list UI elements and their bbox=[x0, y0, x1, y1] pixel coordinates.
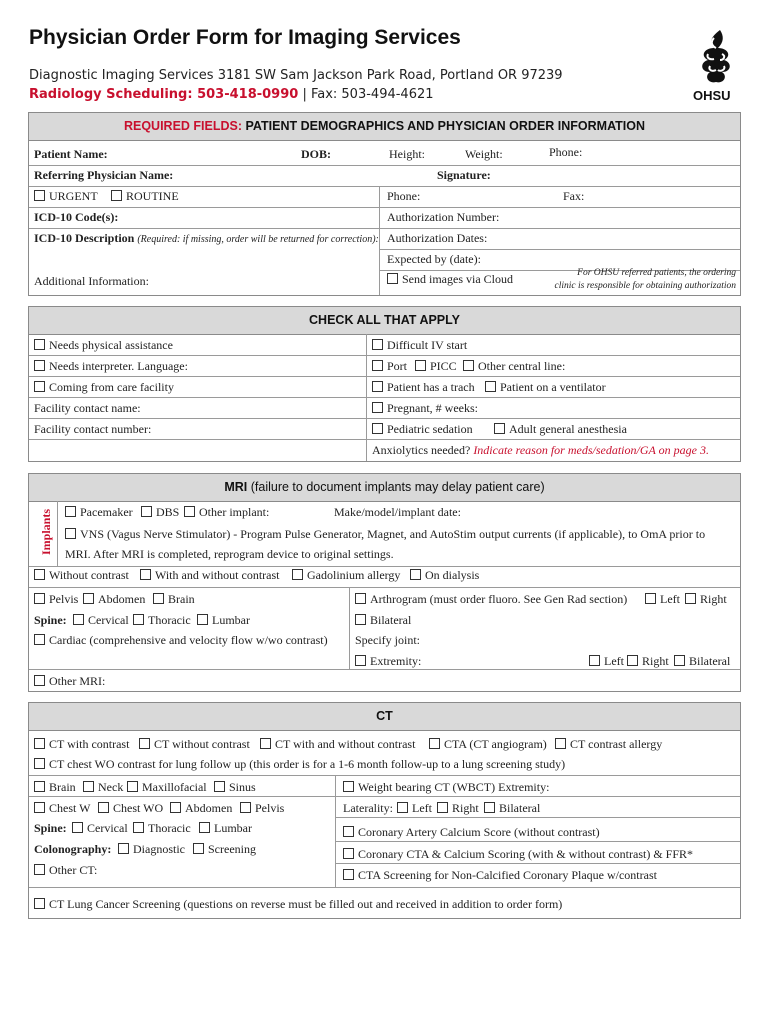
calcium-score-checkbox[interactable] bbox=[343, 825, 600, 840]
on-dialysis-checkbox[interactable] bbox=[410, 568, 479, 583]
checkbox-icon bbox=[685, 593, 696, 604]
lung-cancer-screening-checkbox[interactable] bbox=[34, 897, 562, 912]
demographics-title: PATIENT DEMOGRAPHICS AND PHYSICIAN ORDER INFORMATION bbox=[242, 119, 646, 133]
checkbox-icon bbox=[214, 781, 225, 792]
checkbox-icon bbox=[485, 381, 496, 392]
mri-brain-checkbox[interactable] bbox=[153, 592, 195, 607]
ct-brain-checkbox[interactable] bbox=[34, 780, 76, 795]
extremity-left-checkbox[interactable] bbox=[589, 654, 624, 669]
checkbox-icon bbox=[170, 802, 181, 813]
mri-without-contrast-checkbox[interactable] bbox=[34, 568, 129, 583]
ventilator-checkbox[interactable] bbox=[485, 380, 606, 395]
ct-without-contrast-label: CT without contrast bbox=[154, 737, 250, 751]
needs-interpreter-label: Needs interpreter. Language: bbox=[49, 359, 188, 373]
arthrogram-label: Arthrogram (must order fluoro. See Gen Rad section) bbox=[370, 592, 628, 606]
cta-calcium-checkbox[interactable] bbox=[343, 847, 693, 862]
ct-abdomen-checkbox[interactable] bbox=[170, 801, 232, 816]
colonography-screening-label: Screening bbox=[208, 842, 256, 856]
mri-spine-label: Spine: bbox=[34, 613, 67, 627]
colonography-diagnostic-label: Diagnostic bbox=[133, 842, 185, 856]
checkbox-icon bbox=[34, 781, 45, 792]
laterality-bilateral-checkbox[interactable] bbox=[484, 801, 540, 816]
ct-chest-lung-followup-checkbox[interactable] bbox=[34, 757, 565, 772]
ct-with-contrast-label: CT with contrast bbox=[49, 737, 130, 751]
weight-field[interactable]: Weight: bbox=[465, 147, 503, 161]
signature-field[interactable]: Signature: bbox=[437, 168, 491, 182]
checkbox-icon bbox=[133, 614, 144, 625]
checkbox-icon bbox=[34, 339, 45, 350]
vns-checkbox[interactable] bbox=[65, 527, 705, 542]
mri-cardiac-label: Cardiac (comprehensive and velocity flow w/wo contrast) bbox=[49, 633, 328, 647]
checkbox-icon bbox=[589, 655, 600, 666]
ct-with-without-label: CT with and without contrast bbox=[275, 737, 416, 751]
mri-abdomen-label: Abdomen bbox=[98, 592, 146, 606]
extremity-left-label: Left bbox=[604, 654, 624, 668]
make-model-field[interactable]: Make/model/implant date: bbox=[334, 505, 461, 519]
cta-calcium-label: Coronary CTA & Calcium Scoring (with & without contrast) & FFR* bbox=[358, 847, 694, 861]
extremity-right-label: Right bbox=[642, 654, 669, 668]
mri-pelvis-checkbox[interactable] bbox=[34, 592, 78, 607]
referring-physician-field[interactable]: Referring Physician Name: bbox=[34, 168, 174, 182]
needs-interpreter-checkbox[interactable] bbox=[34, 359, 188, 374]
picc-label: PICC bbox=[430, 359, 457, 373]
check-all-section bbox=[28, 306, 741, 462]
icd10-description-note: (Required: if missing, order will be returned for correction): bbox=[137, 234, 379, 245]
laterality-right-label: Right bbox=[452, 801, 479, 815]
needs-assistance-label: Needs physical assistance bbox=[49, 338, 173, 352]
dbs-checkbox[interactable] bbox=[141, 505, 179, 520]
checkbox-icon bbox=[372, 360, 383, 371]
phone-field[interactable]: Phone: bbox=[549, 145, 583, 159]
checkbox-icon bbox=[343, 848, 354, 859]
care-facility-checkbox[interactable] bbox=[34, 380, 174, 395]
other-implant-checkbox[interactable] bbox=[184, 505, 269, 520]
checkbox-icon bbox=[34, 593, 45, 604]
extremity-bilateral-checkbox[interactable] bbox=[674, 654, 730, 669]
laterality-label: Laterality: bbox=[343, 801, 393, 815]
demographics-section bbox=[28, 112, 741, 296]
picc-checkbox[interactable] bbox=[415, 359, 457, 374]
mri-with-without-checkbox[interactable] bbox=[140, 568, 280, 583]
cta-label: CTA (CT angiogram) bbox=[444, 737, 547, 751]
colonography-diagnostic-checkbox[interactable] bbox=[118, 842, 185, 857]
trach-label: Patient has a trach bbox=[387, 380, 475, 394]
ct-contrast-allergy-checkbox[interactable] bbox=[555, 737, 662, 752]
checkbox-icon bbox=[387, 273, 398, 284]
checkbox-icon bbox=[73, 614, 84, 625]
implants-vertical-label: Implants bbox=[39, 508, 53, 555]
arthrogram-right-checkbox[interactable] bbox=[685, 592, 727, 607]
ct-thoracic-checkbox[interactable] bbox=[133, 821, 191, 836]
care-facility-label: Coming from care facility bbox=[49, 380, 174, 394]
dbs-label: DBS bbox=[156, 505, 180, 519]
checkbox-icon bbox=[34, 898, 45, 909]
mri-brain-label: Brain bbox=[168, 592, 195, 606]
pediatric-sedation-checkbox[interactable] bbox=[372, 422, 473, 437]
gadolinium-allergy-label: Gadolinium allergy bbox=[307, 568, 401, 582]
ct-lumbar-checkbox[interactable] bbox=[199, 821, 252, 836]
additional-info-field[interactable]: Additional Information: bbox=[34, 274, 149, 288]
checkbox-icon bbox=[343, 781, 354, 792]
checkbox-icon bbox=[292, 569, 303, 580]
checkbox-icon bbox=[83, 781, 94, 792]
checkbox-icon bbox=[184, 506, 195, 517]
mri-abdomen-checkbox[interactable] bbox=[83, 592, 145, 607]
urgent-checkbox[interactable] bbox=[34, 189, 98, 204]
facility-contact-number-field[interactable]: Facility contact number: bbox=[34, 422, 152, 436]
checkbox-icon bbox=[139, 738, 150, 749]
physician-fax-field[interactable]: Fax: bbox=[563, 189, 585, 203]
checkbox-icon bbox=[410, 569, 421, 580]
expected-by-field[interactable]: Expected by (date): bbox=[387, 252, 481, 266]
ct-sinus-label: Sinus bbox=[229, 780, 256, 794]
ct-neck-checkbox[interactable] bbox=[83, 780, 123, 795]
other-implant-label: Other implant: bbox=[199, 505, 270, 519]
send-cloud-checkbox[interactable] bbox=[387, 272, 513, 287]
extremity-right-checkbox[interactable] bbox=[627, 654, 669, 669]
other-ct-checkbox[interactable] bbox=[34, 863, 97, 878]
ct-lumbar-label: Lumbar bbox=[214, 821, 252, 835]
icd10-codes-field[interactable]: ICD-10 Code(s): bbox=[34, 210, 119, 224]
dob-field[interactable]: DOB: bbox=[301, 147, 331, 161]
checkbox-icon bbox=[98, 802, 109, 813]
laterality-bilateral-label: Bilateral bbox=[499, 801, 541, 815]
ct-title: CT bbox=[376, 709, 393, 723]
checkbox-icon bbox=[72, 822, 83, 833]
ct-thoracic-label: Thoracic bbox=[148, 821, 191, 835]
anxiolytics-field[interactable] bbox=[372, 443, 709, 458]
arthrogram-bilateral-label: Bilateral bbox=[370, 613, 412, 627]
other-mri-checkbox[interactable] bbox=[34, 674, 105, 689]
mri-thoracic-label: Thoracic bbox=[148, 613, 191, 627]
ct-sinus-checkbox[interactable] bbox=[214, 780, 256, 795]
checkbox-icon bbox=[197, 614, 208, 625]
ct-chest-w-label: Chest W bbox=[49, 801, 91, 815]
checkbox-icon bbox=[111, 190, 122, 201]
ct-maxillofacial-label: Maxillofacial bbox=[142, 780, 207, 794]
mri-pelvis-label: Pelvis bbox=[49, 592, 79, 606]
icd10-description-label: ICD-10 Description bbox=[34, 231, 135, 245]
checkbox-icon bbox=[34, 381, 45, 392]
mri-title: MRI bbox=[224, 480, 248, 494]
ct-without-contrast-checkbox[interactable] bbox=[139, 737, 250, 752]
patient-name-field[interactable]: Patient Name: bbox=[34, 147, 108, 161]
mri-header bbox=[29, 474, 740, 502]
checkbox-icon bbox=[343, 826, 354, 837]
mri-lumbar-label: Lumbar bbox=[212, 613, 250, 627]
ct-abdomen-label: Abdomen bbox=[185, 801, 233, 815]
anxiolytics-note: Indicate reason for meds/sedation/GA on page 3. bbox=[473, 443, 709, 457]
general-anesthesia-checkbox[interactable] bbox=[494, 422, 627, 437]
ohsu-note-line1: For OHSU referred patients, the ordering bbox=[577, 268, 736, 278]
wbct-checkbox[interactable] bbox=[343, 780, 549, 795]
checkbox-icon bbox=[645, 593, 656, 604]
checkbox-icon bbox=[193, 843, 204, 854]
checkbox-icon bbox=[133, 822, 144, 833]
mri-section bbox=[28, 473, 741, 692]
extremity-bilateral-label: Bilateral bbox=[689, 654, 731, 668]
ct-cervical-checkbox[interactable] bbox=[72, 821, 128, 836]
mri-subtitle: (failure to document implants may delay patient care) bbox=[247, 480, 545, 494]
checkbox-icon bbox=[372, 402, 383, 413]
checkbox-icon bbox=[429, 738, 440, 749]
checkbox-icon bbox=[484, 802, 495, 813]
cta-screening-checkbox[interactable] bbox=[343, 868, 657, 883]
page-title: Physician Order Form for Imaging Services bbox=[29, 26, 461, 49]
checkbox-icon bbox=[372, 423, 383, 434]
checkbox-icon bbox=[343, 869, 354, 880]
other-central-line-label: Other central line: bbox=[478, 359, 566, 373]
arthrogram-left-label: Left bbox=[660, 592, 680, 606]
ct-header bbox=[29, 703, 740, 731]
checkbox-icon bbox=[34, 634, 45, 645]
laterality-left-label: Left bbox=[412, 801, 432, 815]
port-checkbox[interactable] bbox=[372, 359, 407, 374]
scheduling-line bbox=[29, 87, 434, 102]
trach-checkbox[interactable] bbox=[372, 380, 475, 395]
checkbox-icon bbox=[118, 843, 129, 854]
mri-cardiac-checkbox[interactable] bbox=[34, 633, 328, 648]
wbct-label: Weight bearing CT (WBCT) Extremity: bbox=[358, 780, 550, 794]
ct-pelvis-label: Pelvis bbox=[255, 801, 285, 815]
checkbox-icon bbox=[372, 339, 383, 350]
arthrogram-checkbox[interactable] bbox=[355, 592, 627, 607]
extremity-checkbox[interactable] bbox=[355, 654, 421, 669]
routine-label: ROUTINE bbox=[126, 189, 179, 203]
pacemaker-checkbox[interactable] bbox=[65, 505, 133, 520]
pediatric-sedation-label: Pediatric sedation bbox=[387, 422, 473, 436]
checkbox-icon bbox=[437, 802, 448, 813]
checkbox-icon bbox=[34, 802, 45, 813]
ct-spine-label: Spine: bbox=[34, 821, 67, 835]
checkbox-icon bbox=[34, 738, 45, 749]
checkbox-icon bbox=[240, 802, 251, 813]
checkbox-icon bbox=[34, 675, 45, 686]
checkbox-icon bbox=[34, 864, 45, 875]
checkbox-icon bbox=[34, 190, 45, 201]
ct-chest-lung-followup-label: CT chest WO contrast for lung follow up (this order is for a 1-6 month follow-up to a lung screening study) bbox=[49, 757, 566, 771]
ct-with-without-checkbox[interactable] bbox=[260, 737, 415, 752]
checkbox-icon bbox=[34, 758, 45, 769]
checkbox-icon bbox=[627, 655, 638, 666]
checkbox-icon bbox=[199, 822, 210, 833]
ct-chest-wo-checkbox[interactable] bbox=[98, 801, 163, 816]
auth-dates-field[interactable]: Authorization Dates: bbox=[387, 231, 488, 245]
laterality-right-checkbox[interactable] bbox=[437, 801, 479, 816]
routine-checkbox[interactable] bbox=[111, 189, 179, 204]
facility-contact-name-field[interactable]: Facility contact name: bbox=[34, 401, 141, 415]
checkbox-icon bbox=[355, 655, 366, 666]
difficult-iv-checkbox[interactable] bbox=[372, 338, 467, 353]
logo-text: OHSU bbox=[693, 88, 731, 103]
calcium-score-label: Coronary Artery Calcium Score (without contrast) bbox=[358, 825, 600, 839]
checkbox-icon bbox=[463, 360, 474, 371]
mri-cervical-checkbox[interactable] bbox=[73, 613, 129, 628]
specify-joint-field[interactable]: Specify joint: bbox=[355, 633, 420, 647]
height-field[interactable]: Height: bbox=[389, 147, 425, 161]
pacemaker-label: Pacemaker bbox=[80, 505, 133, 519]
checkbox-icon bbox=[674, 655, 685, 666]
cta-screening-label: CTA Screening for Non-Calcified Coronary Plaque w/contrast bbox=[358, 868, 657, 882]
pregnant-label: Pregnant, # weeks: bbox=[387, 401, 478, 415]
ct-cervical-label: Cervical bbox=[87, 821, 128, 835]
checkbox-icon bbox=[415, 360, 426, 371]
checkbox-icon bbox=[153, 593, 164, 604]
checkbox-icon bbox=[555, 738, 566, 749]
needs-assistance-checkbox[interactable] bbox=[34, 338, 173, 353]
general-anesthesia-label: Adult general anesthesia bbox=[509, 422, 627, 436]
checkbox-icon bbox=[355, 593, 366, 604]
ct-contrast-allergy-label: CT contrast allergy bbox=[570, 737, 663, 751]
checkbox-icon bbox=[141, 506, 152, 517]
ct-pelvis-checkbox[interactable] bbox=[240, 801, 284, 816]
checkbox-icon bbox=[34, 569, 45, 580]
anxiolytics-label: Anxiolytics needed? bbox=[372, 443, 471, 457]
difficult-iv-label: Difficult IV start bbox=[387, 338, 468, 352]
mri-thoracic-checkbox[interactable] bbox=[133, 613, 191, 628]
arthrogram-left-checkbox[interactable] bbox=[645, 592, 680, 607]
scheduling-phone: Radiology Scheduling: 503-418-0990 bbox=[29, 87, 299, 102]
demographics-header bbox=[29, 113, 740, 141]
checkbox-icon bbox=[397, 802, 408, 813]
on-dialysis-label: On dialysis bbox=[425, 568, 480, 582]
icd10-description-field[interactable] bbox=[34, 231, 379, 246]
ohsu-note-line2: clinic is responsible for obtaining authorization bbox=[554, 281, 736, 291]
checkbox-icon bbox=[65, 506, 76, 517]
ct-with-contrast-checkbox[interactable] bbox=[34, 737, 129, 752]
ct-section bbox=[28, 702, 741, 919]
send-cloud-label: Send images via Cloud bbox=[402, 272, 513, 286]
required-label: REQUIRED FIELDS: bbox=[123, 119, 243, 133]
colonography-label: Colonography: bbox=[34, 842, 112, 856]
physician-phone-field[interactable]: Phone: bbox=[387, 189, 421, 203]
checkbox-icon bbox=[260, 738, 271, 749]
ct-chest-w-checkbox[interactable] bbox=[34, 801, 90, 816]
checkbox-icon bbox=[65, 528, 76, 539]
extremity-label: Extremity: bbox=[370, 654, 422, 668]
mri-without-contrast-label: Without contrast bbox=[49, 568, 129, 582]
pregnant-checkbox[interactable] bbox=[372, 401, 478, 416]
check-all-header bbox=[29, 307, 740, 335]
urgent-label: URGENT bbox=[49, 189, 98, 203]
laterality-left-checkbox[interactable] bbox=[397, 801, 432, 816]
checkbox-icon bbox=[127, 781, 138, 792]
lung-cancer-screening-label: CT Lung Cancer Screening (questions on reverse must be filled out and received in addition to order form) bbox=[49, 897, 563, 911]
mri-lumbar-checkbox[interactable] bbox=[197, 613, 250, 628]
auth-number-field[interactable]: Authorization Number: bbox=[387, 210, 500, 224]
ventilator-label: Patient on a ventilator bbox=[500, 380, 606, 394]
vns-label: VNS (Vagus Nerve Stimulator) - Program Pulse Generator, Magnet, and AutoStim output currents (if applicable), to OmA prior to bbox=[80, 527, 706, 541]
port-label: Port bbox=[387, 359, 408, 373]
checkbox-icon bbox=[372, 381, 383, 392]
mri-with-without-label: With and without contrast bbox=[155, 568, 280, 582]
address-line: Diagnostic Imaging Services 3181 SW Sam Jackson Park Road, Portland OR 97239 bbox=[29, 68, 563, 83]
checkbox-icon bbox=[355, 614, 366, 625]
checkbox-icon bbox=[83, 593, 94, 604]
vns-note: MRI. After MRI is completed, reprogram device to original settings. bbox=[65, 547, 394, 561]
check-all-title: CHECK ALL THAT APPLY bbox=[309, 313, 460, 327]
ct-neck-label: Neck bbox=[98, 780, 124, 794]
checkbox-icon bbox=[494, 423, 505, 434]
cta-checkbox[interactable] bbox=[429, 737, 547, 752]
ct-maxillofacial-checkbox[interactable] bbox=[127, 780, 207, 795]
other-central-line-checkbox[interactable] bbox=[463, 359, 565, 374]
other-mri-label: Other MRI: bbox=[49, 674, 106, 688]
colonography-screening-checkbox[interactable] bbox=[193, 842, 256, 857]
gadolinium-allergy-checkbox[interactable] bbox=[292, 568, 400, 583]
ct-brain-label: Brain bbox=[49, 780, 76, 794]
checkbox-icon bbox=[140, 569, 151, 580]
checkbox-icon bbox=[34, 360, 45, 371]
other-ct-label: Other CT: bbox=[49, 863, 98, 877]
mri-cervical-label: Cervical bbox=[88, 613, 129, 627]
ct-chest-wo-label: Chest WO bbox=[113, 801, 164, 815]
fax-number: | Fax: 503-494-4621 bbox=[298, 87, 434, 102]
arthrogram-right-label: Right bbox=[700, 592, 727, 606]
arthrogram-bilateral-checkbox[interactable] bbox=[355, 613, 411, 628]
